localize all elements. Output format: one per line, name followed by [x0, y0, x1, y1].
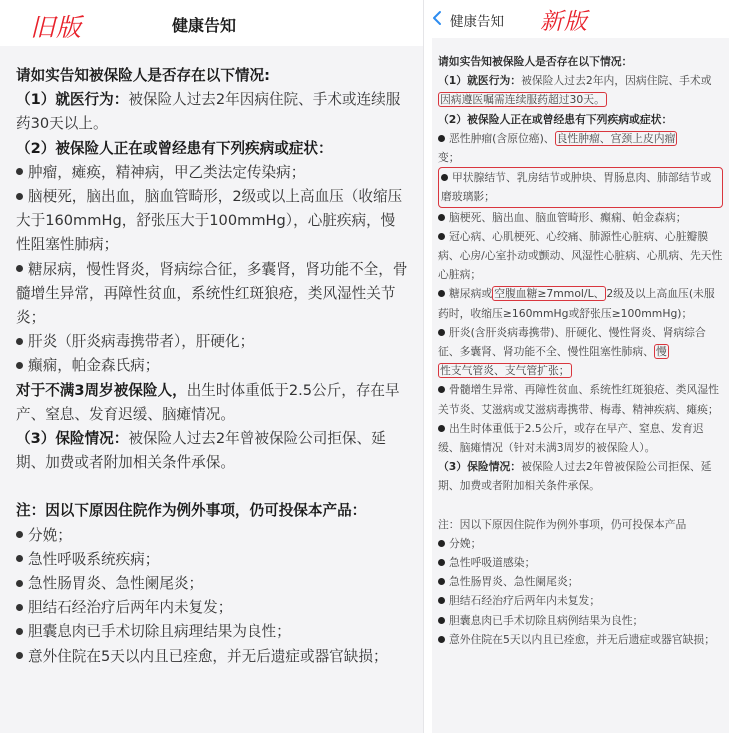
bullet-icon	[438, 233, 445, 240]
new-version-tag: 新版	[540, 8, 588, 34]
bullet-icon	[16, 628, 23, 635]
list-item: 肝炎（肝炎病毒携带者），肝硬化；	[16, 330, 409, 354]
bullet-icon	[438, 636, 445, 643]
section-insurance: （3）保险情况：被保险人过去2年曾被保险公司拒保、延期、加费或者附加相关条件承保。	[16, 430, 386, 472]
section-medical-behavior: （1）就医行为：被保险人过去2年内，因病住院、手术或因病遵医嘱需连续服药超过30天。	[438, 74, 712, 107]
section-label: （3）保险情况：	[438, 460, 522, 474]
list-item: 胆结石经治疗后两年内未复发；	[438, 591, 723, 610]
chevron-left-icon[interactable]	[430, 9, 444, 27]
section-label: （1）就医行为：	[16, 91, 129, 109]
bullet-icon	[438, 540, 445, 547]
list-item: 出生时体重低于2.5公斤，或存在早产、窒息、发育迟缓、脑瘫情况（针对未满3周岁的被保险人）。	[438, 421, 704, 455]
bullet-icon	[438, 329, 445, 336]
bullet-icon	[16, 265, 23, 272]
list-item: 分娩；	[16, 524, 409, 548]
intro-text: 请如实告知被保险人是否存在以下情况：	[438, 55, 633, 68]
old-page-title: 健康告知	[172, 16, 237, 35]
list-item: 意外住院在5天以内且已痊愈，并无后遗症或器官缺损；	[438, 630, 723, 649]
intro-text: 请如实告知被保险人是否存在以下情况:	[16, 67, 270, 84]
new-health-notice-content	[432, 38, 729, 733]
bullet-icon	[16, 531, 23, 538]
highlight-change: 良性肿瘤、宫颈上皮内瘤	[556, 131, 676, 145]
section-diseases-label: （2）被保险人正在或曾经患有下列疾病或症状：	[438, 112, 673, 126]
new-header	[424, 0, 729, 38]
child-condition: 对于不满3周岁被保险人，出生时体重低于2.5公斤，存在早产、窒息、发育迟缓、脑瘫情况。	[16, 381, 400, 423]
bullet-icon	[441, 174, 448, 181]
bullet-icon	[16, 580, 23, 587]
exception-note: 注：因以下原因住院作为例外事项，仍可投保本产品：	[16, 502, 367, 520]
list-item: 冠心病、心肌梗死、心绞痛、肺源性心脏病、心脏瓣膜病、心房/心室扑动或颤动、风湿性心脏病、心肌病、先天性心脏病；	[438, 229, 723, 282]
highlight-change: 性支气管炎、支气管扩张；	[440, 364, 570, 378]
section-medical-behavior	[16, 88, 409, 136]
new-page-title: 健康告知	[450, 14, 504, 30]
list-item: 恶性肿瘤(含原位癌)、 良性肿瘤、宫颈上皮内瘤 变；	[438, 131, 676, 165]
bullet-icon	[16, 193, 23, 200]
old-header	[0, 0, 423, 46]
bullet-icon	[16, 652, 23, 659]
section-diseases-label: （2）被保险人正在或曾经患有下列疾病或症状：	[16, 139, 333, 157]
list-item: 胆囊息肉已手术切除且病例结果为良性；	[438, 611, 723, 630]
highlight-change: 因病遵医嘱需连续服药超过30天。	[440, 93, 605, 107]
list-item: 胆囊息肉已手术切除且病理结果为良性；	[16, 620, 409, 644]
section-label: （3）保险情况：	[16, 430, 129, 448]
bullet-icon	[16, 604, 23, 611]
old-version-tag: 旧版	[30, 14, 83, 42]
section-label: （1）就医行为：	[438, 74, 522, 88]
bullet-icon	[438, 597, 445, 604]
list-item: 糖尿病，慢性肾炎，肾病综合征，多囊肾，肾功能不全，骨髓增生异常，再障性贫血，系统性红斑狼疮，类风湿性关节炎；	[16, 260, 408, 327]
list-item: 骨髓增生异常、再障性贫血、系统性红斑狼疮、类风湿性关节炎、艾滋病或艾滋病毒携带、梅毒、精神疾病、瘫痪；	[438, 383, 719, 416]
section-insurance: （3）保险情况：被保险人过去2年曾被保险公司拒保、延期、加费或者附加相关条件承保。	[438, 460, 712, 493]
bullet-icon	[16, 362, 23, 369]
old-health-notice-content	[0, 46, 423, 669]
list-item: 肿瘤，瘫痪，精神病，甲乙类法定传染病；	[16, 161, 409, 185]
list-item: 急性肠胃炎、急性阑尾炎；	[438, 572, 723, 591]
highlight-change: 空腹血糖≥7mmol/L、	[494, 287, 605, 301]
bullet-icon	[438, 559, 445, 566]
bullet-icon	[16, 555, 23, 562]
bullet-icon	[438, 214, 445, 221]
bullet-icon	[438, 290, 445, 297]
list-item: 急性呼吸系统疾病；	[16, 548, 409, 572]
list-item: 意外住院在5天以内且已痊愈，并无后遗症或器官缺损；	[16, 645, 409, 669]
bullet-icon	[438, 135, 445, 142]
list-item: 脑梗死、脑出血、脑血管畸形、癫痫、帕金森病；	[438, 208, 723, 227]
bullet-icon	[438, 578, 445, 585]
new-version-panel	[424, 0, 729, 733]
list-item: 糖尿病或 空腹血糖≥7mmol/L、 2级及以上高血压(未服药时，收缩压≥160mmHg或舒张压≥100mmHg)；	[438, 287, 715, 320]
bullet-icon	[16, 168, 23, 175]
highlight-change: 慢	[655, 345, 667, 359]
highlight-change-block: 甲状腺结节、乳房结节或肿块、胃肠息肉、肺部结节或磨玻璃影；	[438, 167, 723, 207]
list-item: 脑梗死，脑出血，脑血管畸形，2级或以上高血压（收缩压大于160mmHg，舒张压大于100mmHg），心脏疾病，慢性阻塞性肺病；	[16, 188, 403, 254]
exception-note: 注：因以下原因住院作为例外事项，仍可投保本产品	[438, 517, 687, 531]
list-item: 急性呼吸道感染；	[438, 553, 723, 572]
bullet-icon	[438, 386, 445, 393]
bullet-icon	[438, 425, 445, 432]
section-text: 被保险人过去2年因病住院、手术或连续服药30天以上。	[16, 91, 401, 133]
list-item: 胆结石经治疗后两年内未复发；	[16, 596, 409, 620]
bullet-icon	[438, 617, 445, 624]
list-item: 肝炎(含肝炎病毒携带)、肝硬化、慢性肾炎、肾病综合征、多囊肾、肾功能不全、慢性阻塞性肺病、 慢 性支气管炎、支气管扩张；	[438, 325, 706, 378]
bullet-icon	[16, 338, 23, 345]
list-item: 急性肠胃炎、急性阑尾炎；	[16, 572, 409, 596]
list-item: 分娩；	[438, 534, 723, 553]
list-item: 癫痫，帕金森氏病；	[16, 354, 409, 378]
